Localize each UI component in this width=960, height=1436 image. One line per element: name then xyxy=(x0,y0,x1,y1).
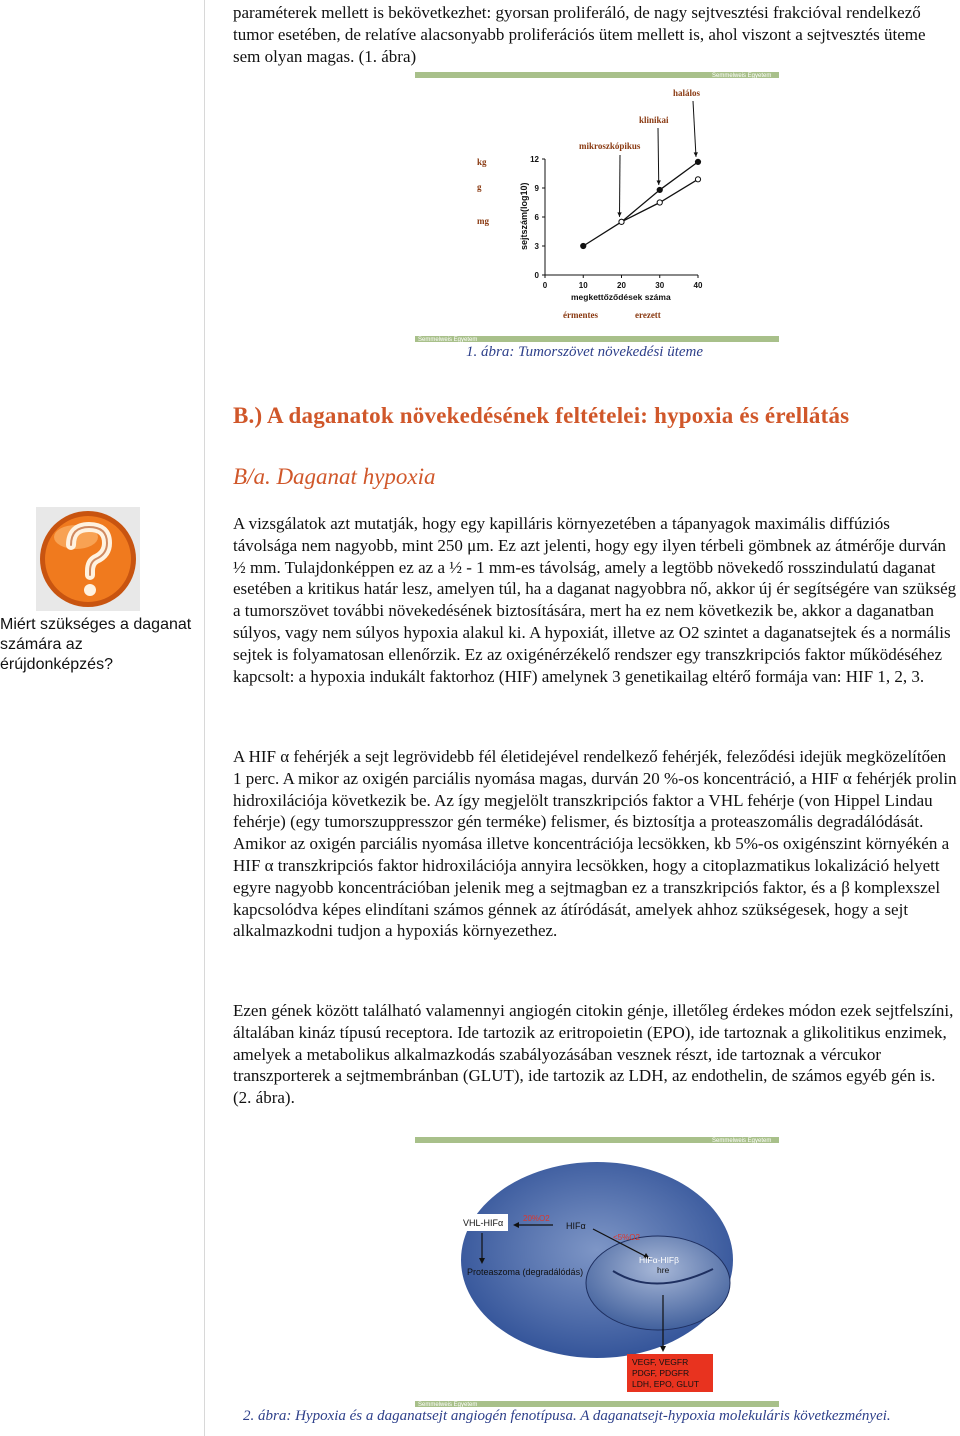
chart-series xyxy=(581,159,701,248)
hif-complex-label: HIFα-HIFβ xyxy=(639,1255,680,1265)
figure-1 xyxy=(415,72,779,342)
data-point xyxy=(695,177,700,182)
vhl-hif-label: VHL-HIFα xyxy=(463,1218,504,1228)
arrow-halalos-head xyxy=(694,152,698,157)
mass-g: g xyxy=(477,182,482,192)
hif-paragraph: A HIF α fehérjék a sejt legrövidebb fél életidejével rendelkező fehérjék, feleződési idejük megközelítően 1 perc. A mikor az oxigén parciális nyomása magas, durván 20 %-os koncentráció, a HIF α fehérjék prolin hidroxilációja következik be. Az így megjelölt transzkripciós faktor a VHL fehérje (von Hippel Lindau fehérje) (egy tumorszuppresszor gén terméke) felismer, és biztosítja a proteaszomális degradálódását. Amikor az oxigén parciális nyomása illetve koncentrációja lecsökken, kb 5%-os oxigénszint környékén a HIF α transzkripciós faktor hidroxilációja annyira lecsökken, hogy a citoplazmatikus lokalizáció helyett egyre nagyobb koncentrációban jelenik meg a sejtmagban ez a transzkripciós faktor, és a β komplexszel kapcsolódva képes elindítani számos génnek az átíródását, amelyek ahhoz szükségesek, hogy a sejt alkalmazkodni tudjon a hypoxiás környezethez. xyxy=(233,747,957,941)
margin-divider xyxy=(204,0,205,1436)
label-ermentes: érmentes xyxy=(563,310,598,320)
o2-low-label: <5%O2 xyxy=(613,1233,640,1242)
brand-bottom-label: Semmelweis Egyetem xyxy=(418,1402,478,1407)
genes-paragraph: Ezen gének között található valamennyi angiogén citokin génje, illetőleg érdekes módon ezek sejtfelszíni, általában kináz típusú receptora. Ide tartozik az eritropoietin (EPO), ide tartoznak a glikolitikus enzimek, amelyek a metabolikus alkalmazkodás szabályozásában vesznek részt, ide tartoznak a vércukor transzporterek a sejtmembránban (GLUT), ide tartozik az LDH, az endothelin, de számos egyéb gén is. (2. ábra). xyxy=(233,1001,954,1108)
data-point xyxy=(657,187,662,192)
tumor-growth-chart xyxy=(415,72,779,342)
label-halalos: halálos xyxy=(673,88,701,98)
side-question: Miért szükséges a daganat számára az érújdonképzés? xyxy=(0,616,192,673)
x-tick-label: 30 xyxy=(655,281,665,290)
o2-high-label: 20%O2 xyxy=(523,1214,550,1223)
subsection-heading-ba: B/a. Daganat hypoxia xyxy=(233,464,436,489)
x-tick-label: 20 xyxy=(617,281,626,290)
data-point xyxy=(657,200,662,205)
figure-2-caption: 2. ábra: Hypoxia és a daganatsejt angiogén fenotípusa. A daganatsejt-hypoxia molekuláris következményei. xyxy=(243,1408,891,1424)
label-erezett: erezett xyxy=(635,310,661,320)
figure-1-caption: 1. ábra: Tumorszövet növekedési üteme xyxy=(466,344,704,360)
chart-axes xyxy=(545,159,698,275)
mass-kg: kg xyxy=(477,157,487,167)
y-ticks xyxy=(530,155,545,280)
label-mikroszkopikus: mikroszkópikus xyxy=(579,141,641,151)
genes-line-3: LDH, EPO, GLUT xyxy=(632,1379,700,1389)
hypoxia-paragraph: A vizsgálatok azt mutatják, hogy egy kapilláris környezetében a tápanyagok maximális diffúziós távolsága nem nagyobb, mint 250 μm. Ez azt jelenti, hogy egy ilyen térbeli gömbnek az átmérője durván ½ mm. Tulajdonképpen ez az a ½ - 1 mm-es távolság, amely a legtöbb növekedő rosszindulatú daganat esetében a kritikus határ lesz, amelyen túl, ha a daganat nagyobbra nő, akkor új ér segítségére van szükség a tumorszövet további növekedésének biztosítására, mert ha ez nem következik be, akkor a daganatban súlyos, vagy nem súlyos hypoxia alakul ki. A hypoxiát, illetve az O2 szintet a daganatsejtek és a normális sejtek is folyamatosan ellenőrzik. Ez az oxigénérzékelő rendszer egy transzkripciós faktor működéséhez kapcsolt: a hypoxia indukált faktorhoz (HIF) amelynek 3 genetikailag eltérő formája van: HIF 1, 2, 3. xyxy=(233,514,957,686)
y-tick-label: 12 xyxy=(530,155,539,164)
intro-paragraph: paraméterek mellett is bekövetkezhet: gyorsan proliferáló, de nagy sejtvesztési frakcióval rendelkező tumor esetében, de relatíve alacsonyabb proliferációs ütem mellett is, ahol viszont a sejtvesztés üteme sem olyan magas. (1. ábra) xyxy=(233,3,926,66)
y-tick-label: 9 xyxy=(534,184,539,193)
genes-line-2: PDGF, PDGFR xyxy=(632,1368,690,1378)
y-tick-label: 3 xyxy=(534,242,539,251)
genes-line-1: VEGF, VEGFR xyxy=(632,1357,689,1367)
data-point xyxy=(619,219,624,224)
x-ticks xyxy=(543,275,703,290)
arrow-mikroszkopikus-head xyxy=(617,212,621,217)
x-tick-label: 0 xyxy=(542,281,548,290)
x-axis-label: megkettőződések száma xyxy=(571,292,671,302)
brand-bottom-label: Semmelweis Egyetem xyxy=(418,337,478,342)
y-tick-label: 0 xyxy=(534,271,539,280)
arrow-mikroszkopikus xyxy=(620,155,621,217)
section-heading-b: B.) A daganatok növekedésének feltételei: hypoxia és érellátás xyxy=(233,403,850,428)
arrow-klinikai xyxy=(658,128,659,185)
question-mark-icon xyxy=(36,507,140,611)
data-point xyxy=(581,243,586,248)
brand-top-label: Semmelweis Egyetem xyxy=(712,1138,772,1144)
hif-alpha-label: HIFα xyxy=(566,1221,586,1231)
hypoxia-diagram xyxy=(415,1137,779,1407)
y-axis-label: sejtszám(log10) xyxy=(519,182,529,250)
label-klinikai: klinikai xyxy=(639,115,669,125)
mass-mg: mg xyxy=(477,216,489,226)
x-tick-label: 10 xyxy=(578,281,588,290)
series-line-1 xyxy=(583,162,698,246)
arrow-halalos xyxy=(693,101,696,157)
proteasome-label: Proteaszoma (degradálódás) xyxy=(467,1267,584,1277)
hre-label: hre xyxy=(657,1265,670,1275)
figure-2 xyxy=(415,1137,779,1407)
y-tick-label: 6 xyxy=(534,213,539,222)
x-tick-label: 40 xyxy=(693,281,703,290)
brand-top-label: Semmelweis Egyetem xyxy=(712,73,772,79)
arrow-head xyxy=(660,1346,666,1352)
data-point xyxy=(695,159,700,164)
arrow-klinikai-head xyxy=(657,180,661,185)
